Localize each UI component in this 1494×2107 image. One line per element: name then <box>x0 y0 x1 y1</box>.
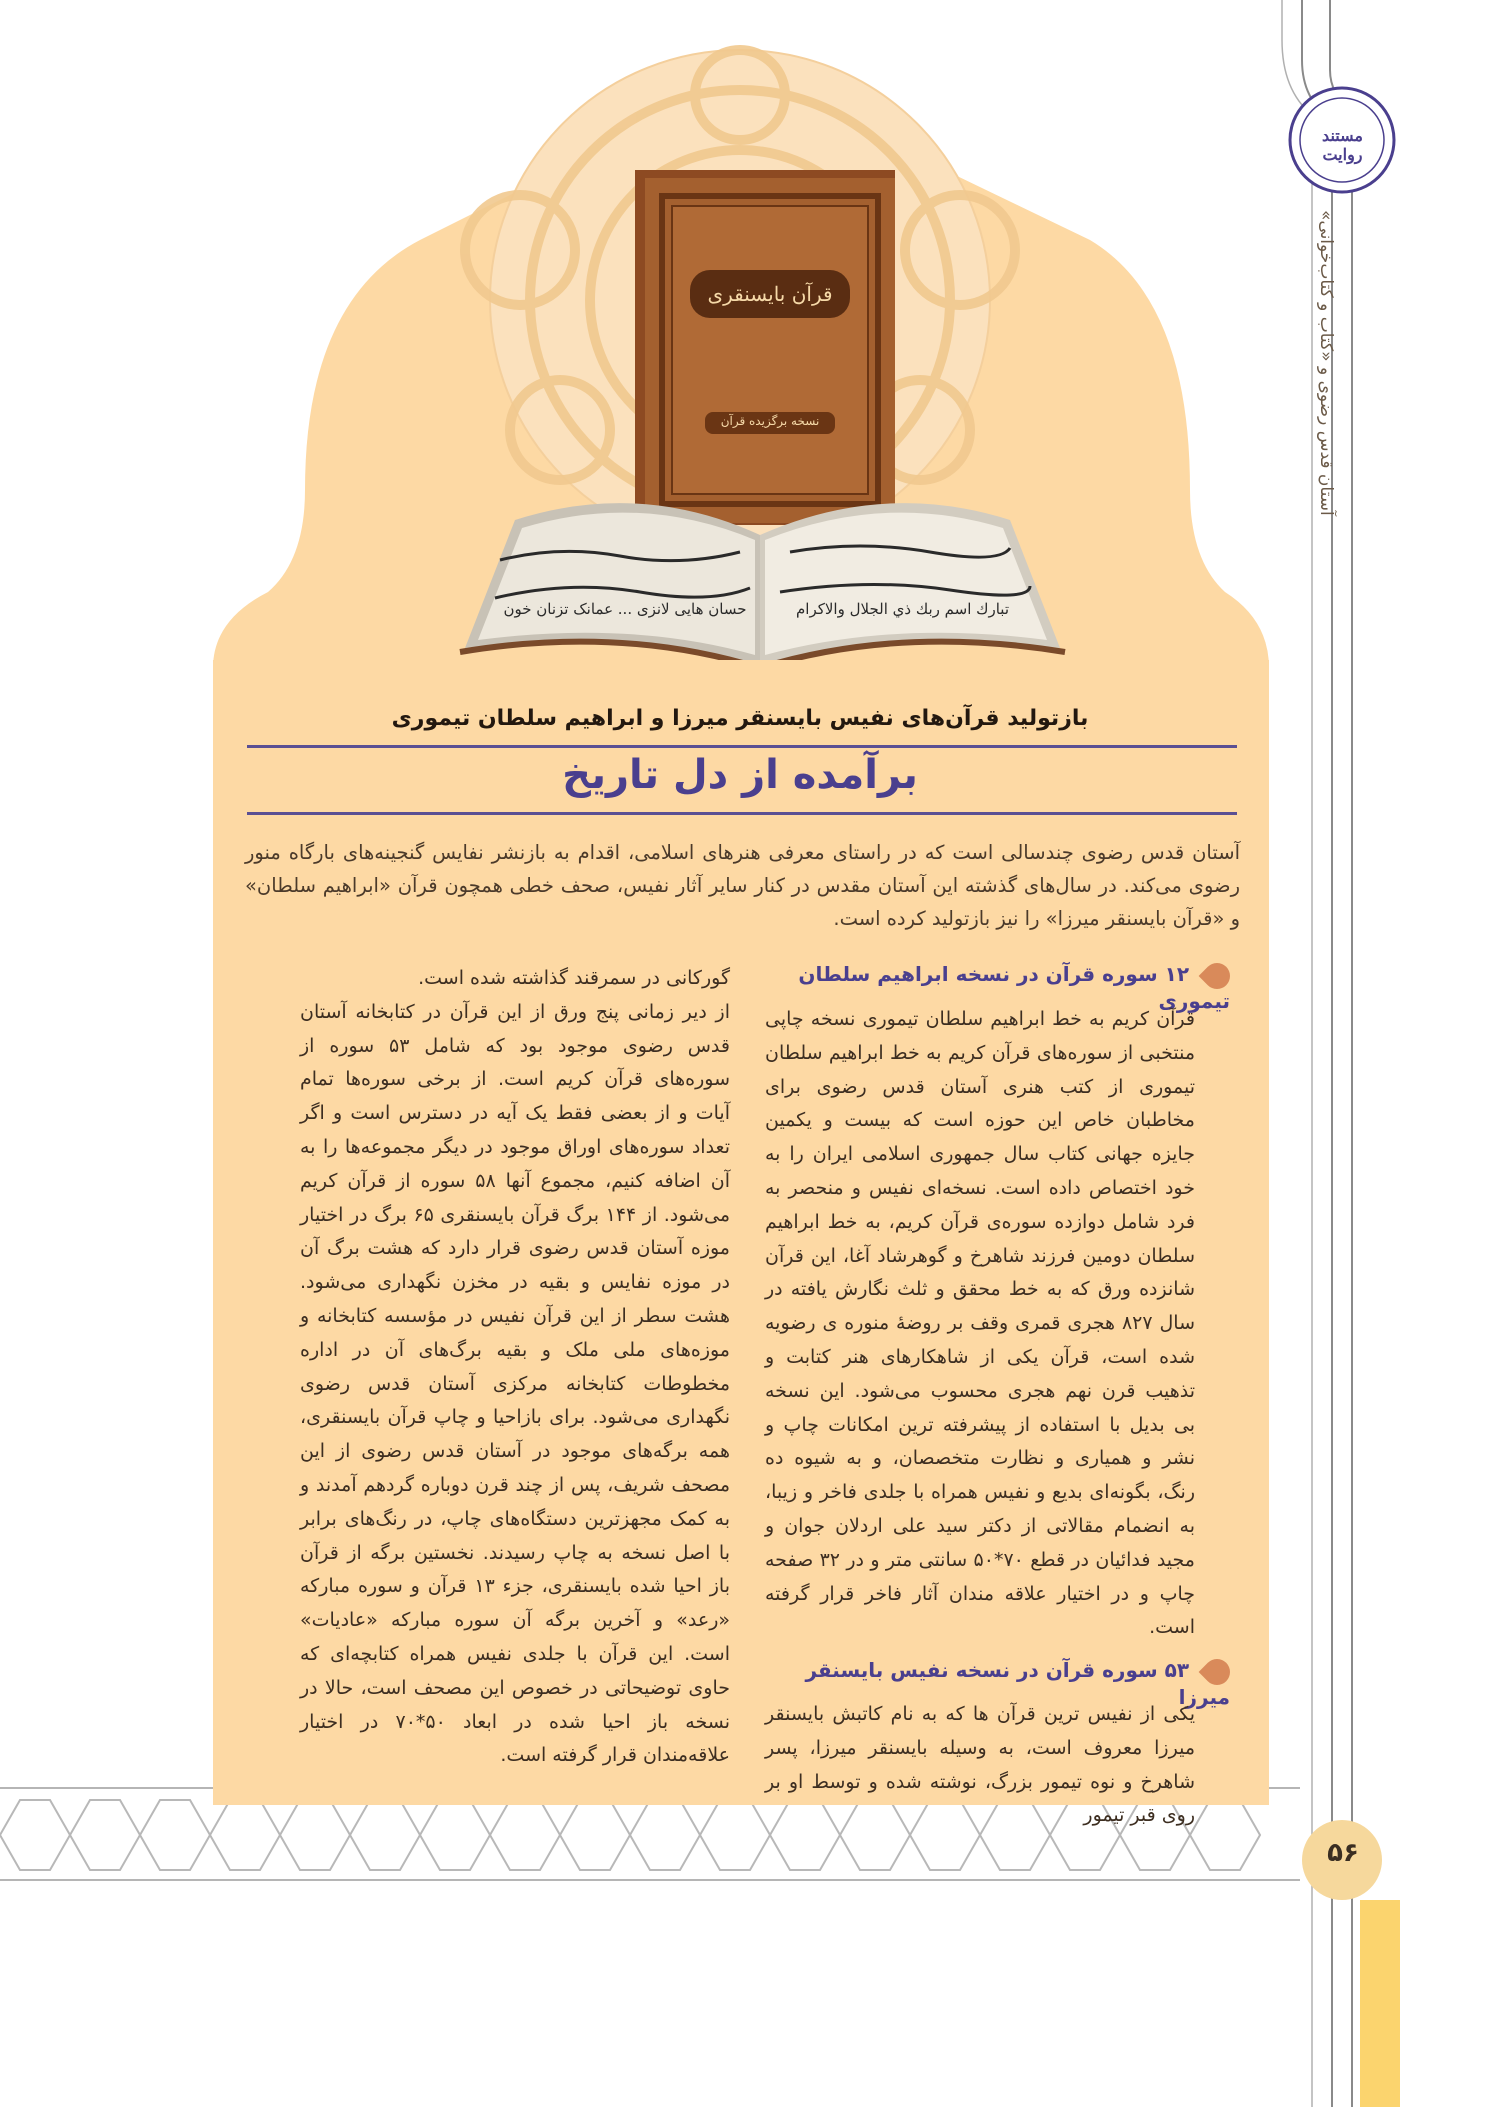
section2-heading-text: ۵۳ سوره قرآن در نسخه نفیس بایسنقر میرزا <box>805 1658 1230 1709</box>
page-number: ۵۶ <box>1327 1838 1359 1868</box>
article-intro: آستان قدس رضوی چندسالی است که در راستای معرفی هنرهای اسلامی، اقدام به بازنشر نفایس گنجینه‌های بارگاه منور رضوی می‌کند. در سال‌های گذشته این آستان مقدس در کنار سایر آثار نفیس، صحف خطی همچون قرآن «ابراهیم سلطان» و «قرآن بایسنقر میرزا» را نیز بازتولید کرده است. <box>245 841 1240 930</box>
page-calligraphy-1: حسان هایی لانزی ... عمانک تزنان خون <box>503 600 747 618</box>
header-artwork <box>0 0 1494 760</box>
article-title: برآمده از دل تاریخ <box>562 752 918 798</box>
left-column-p1: گورکانی در سمرقند گذاشته شده است. <box>418 967 730 989</box>
title-rule-top <box>247 745 1237 748</box>
page-calligraphy-2: تبارك اسم ربك ذي الجلال والاكرام <box>795 600 1010 618</box>
book-cover-title: قرآن بایسنقری <box>707 282 833 306</box>
magazine-logo: مستند روایت <box>1322 126 1363 164</box>
section1-body: قرآن کریم به خط ابراهیم سلطان تیموری نسخه چاپی منتخبی از سوره‌های قرآن کریم به خط ابراهیم سلطان تیموری از کتب هنری آستان قدس رضوی برای مخاطبان خاص این حوزه است که بیست و یکمین جایزه جهانی کتاب سال جمهوری اسلامی ایران را به خود اختصاص داده است. نسخه‌ای نفیس و منحصر به فرد شامل دوازده سوره‌ی قرآن کریم، به خط ابراهیم سلطان دومین فرزند شاهرخ و گوهرشاد آغا، این قرآن شانزده ورق که به خط محقق و ثلث نگارش یافته در سال ۸۲۷ هجری قمری وقف بر روضهٔ منوره ی رضویه شده است، قرآن یکی از شاهکارهای هنر کتابت و تذهیب قرن نهم هجری محسوب می‌شود. این نسخه بی بدیل با استفاده از پیشرفته ترین امکانات چاپ و نشر و همیاری و نظارت متخصصان، و به شیوه ده رنگ، بگونه‌ای بدیع و نفیس همراه با جلدی فاخر و زیبا، به انضمام مقالاتی از دکتر سید علی اردلان جوان و مجید فدائیان در قطع ۷۰*۵۰ سانتی متر و در ۳۲ صفحه چاپ و در اختیار علاقه مندان آثار فاخر قرار گرفته است. <box>765 1008 1195 1639</box>
book-cover-bottom: نسخه برگزیده قرآن <box>720 414 820 428</box>
section1-heading-text: ۱۲ سوره قرآن در نسخه ابراهیم سلطان تیموری <box>798 962 1230 1013</box>
right-margin-decoration <box>1272 0 1494 2107</box>
article-kicker: بازتولید قرآن‌های نفیس بایسنقر میرزا و ابراهیم سلطان تیموری <box>391 706 1089 731</box>
book-cover <box>635 170 895 525</box>
left-column-p2: از دیر زمانی پنج ورق از این قرآن در کتابخانه آستان قدس رضوی موجود بود که شامل ۵۳ سوره از سوره‌های قرآن کریم است. از برخی سوره‌ها تمام آیات و از بعضی فقط یک آیه در دسترس است و اگر تعداد سوره‌های اوراق موجود در دیگر مجموعه‌ها را به آن اضافه کنیم، مجموع آنها ۵۸ سوره از قرآن کریم می‌شود. از ۱۴۴ برگ قرآن بایسنقری ۶۵ برگ در اختیار موزه آستان قدس رضوی قرار دارد که هشت برگ آن در موزه نفایس و بقیه در مخزن نگهداری می‌شود. هشت سطر از این قرآن نفیس در مؤسسه کتابخانه و موزه‌های ملی ملک و بقیه برگ‌های آن در اداره مخطوطات کتابخانه مرکزی آستان قدس رضوی نگهداری می‌شود. برای بازاحیا و چاپ قرآن بایسنقری، همه برگه‌های موجود در آستان قدس رضوی از این مصحف شریف، پس از چند قرن دوباره گردهم آمدند و به کمک مجهزترین دستگاه‌های چاپ، در رنگ‌های برابر با اصل نسخه به چاپ رسیدند. نخستین برگه از قرآن باز احیا شده بایسنقری، جزء ۱۳ قرآن و سوره مبارکه «رعد» و آخرین برگه آن سوره مبارکه «عادیات» است. این قرآن با جلدی نفیس همراه کتابچه‌ای که حاوی توضیحاتی در خصوص این مصحف است، حالا در نسخه باز احیا شده در ابعاد ۵۰*۷۰ در اختیار علاقه‌مندان قرار گرفته است. <box>300 1000 730 1767</box>
left-column <box>300 962 730 1773</box>
side-caption: آستان قدس رضوی و «کتاب و کتاب‌خوانی» <box>1316 210 1336 516</box>
title-rule-bottom <box>247 812 1237 815</box>
section2-body: یکی از نفیس ترین قرآن ها که به نام کاتبش بایسنقر میرزا معروف است، به وسیله بایسنقر میرزا، پسر شاهرخ و نوه تیمور بزرگ، نوشته شده و توسط او بر روی قبر تیمور <box>765 1703 1195 1827</box>
